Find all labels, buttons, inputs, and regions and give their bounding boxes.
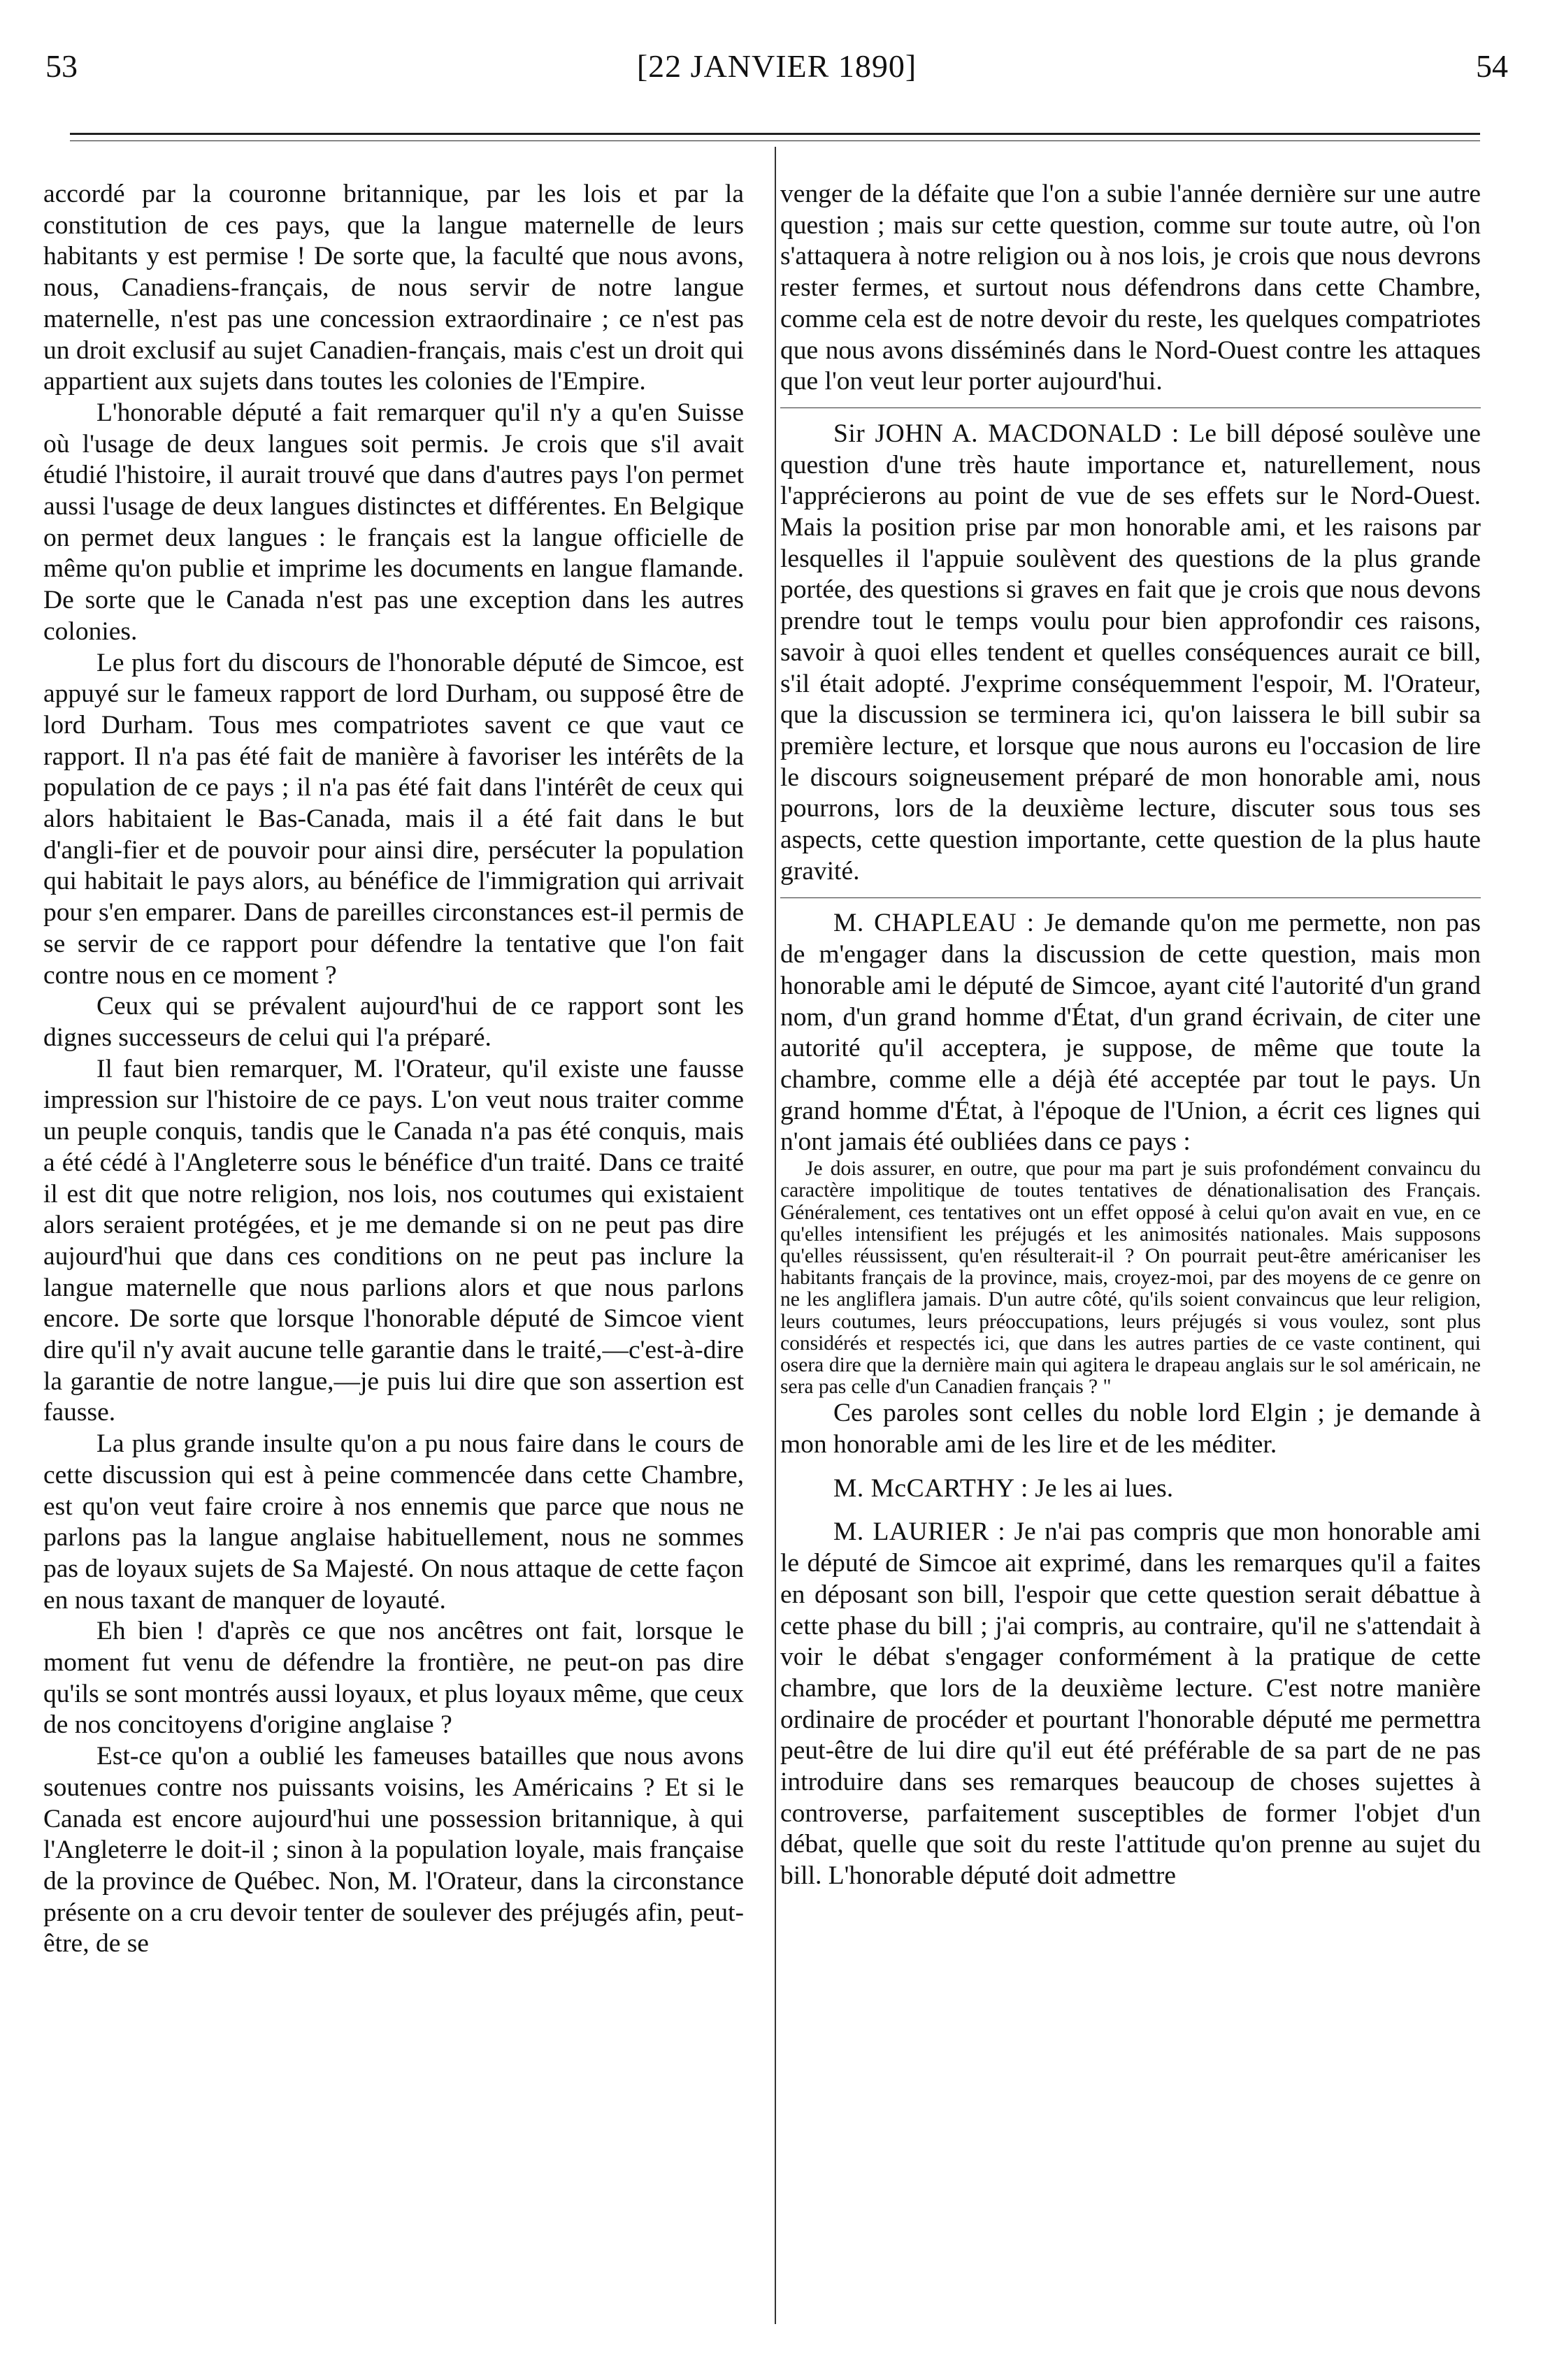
speaker-name: Sir JOHN A. MACDONALD : (833, 419, 1179, 448)
page-number-left: 53 (45, 48, 78, 84)
page-number-right: 54 (1476, 48, 1508, 84)
paragraph: Ces paroles sont celles du noble lord Elgin ; je demande à mon honorable ami de les lire et de les méditer. (780, 1399, 1481, 1459)
speech-text: Je n'ai pas compris que mon honorable ami le député de Simcoe ait exprimé, dans les remarques qu'il a faites en déposant son bill, l'espoir que cette question serait débattue à cette phase du bill ; j'ai compris, au contraire, qu'il ne s'attendait à voir le débat s'engager conformément à la pratique de cette chambre, que lors de la deuxième lecture. C'est notre manière ordinaire de procéder et pourtant l'honorable député me permettra peut-être de lui dire qu'il eut été préférable de sa part de ne pas introduire dans ses remarques beaucoup de choses sujettes à controverse, parfaitement susceptibles de former l'objet d'un débat, quelle que soit du reste l'attitude qu'on prenne au sujet du bill. L'honorable député doit admettre (780, 1517, 1481, 1891)
speech-laurier (780, 1517, 1481, 1891)
speaker-name: M. McCARTHY : (833, 1473, 1028, 1503)
paragraph: L'honorable député a fait remarquer qu'il n'y a qu'en Suisse où l'usage de deux langues soit permis. Je crois que s'il avait étudié l'histoire, il aurait trouvé que dans d'autres pays l'on permet aussi l'usage de deux langues distinctes et différentes. En Belgique on permet deux langues : le français est la langue officielle de même qu'on publie et imprime les documents en langue flamande. De sorte que le Canada n'est pas une exception dans les autres colonies. (43, 398, 744, 646)
speech-text: Je demande qu'on me permette, non pas de m'engager dans la discussion de cette question, mais mon honorable ami le député de Simcoe, ayant cité l'autorité d'un grand nom, d'un grand homme d'État, d'un grand écrivain, de citer une autorité qu'il acceptera, je suppose, de même que toute la chambre, comme elle a déjà été acceptée par tout le pays. Un grand homme d'État, à l'époque de l'Union, a écrit ces lignes qui n'ont jamais été oubliées dans ce pays : (780, 909, 1481, 1157)
right-column (780, 179, 1481, 1892)
speech-text: Le bill déposé soulève une question d'une très haute importance et, naturellement, nous l'apprécierons au point de vue de ses effets sur le Nord-Ouest. Mais la position prise par mon honorable ami, et les raisons par lesquelles il l'appuie soulèvent des questions de la plus grande portée, des questions si graves en fait que je crois que nous devons prendre tout le temps voulu pour bien approfondir ces raisons, savoir à quoi elles tendent et quelles conséquences aurait ce bill, s'il était adopté. J'exprime conséquemment l'espoir, M. l'Orateur, que la discussion se terminera ici, qu'on laissera le bill subir sa première lecture, et lorsque que nous aurons eu l'occasion de lire le discours soigneusement préparé de mon honorable ami, nous pourrons, lors de la deuxième lecture, discuter sous tous ses aspects, cette question importante, cette question de la plus haute gravité. (780, 419, 1481, 886)
block-quote: Je dois assurer, en outre, que pour ma part je suis profondément convaincu du caractère impolitique de toutes tentatives de dénationalisation des Français. Généralement, ces tentatives ont un effet opposé à celui qu'on avait en vue, en ce qu'elles intensifient les préjugés et les animosités nationales. Mais supposons qu'elles réussissent, qu'en résulterait-il ? On pourrait peut-être américaniser les habitants français de la province, mais, croyez-moi, par des moyens de ce genre on ne les angliflera jamais. D'un autre côté, qu'ils soient convaincus que leur religion, leurs coutumes, leurs préoccupations, leurs préjugés si vous voulez, sont plus considérés et respectés ici, que dans les autres parties de ce vaste continent, qui osera dire que la dernière main qui agitera le drapeau anglais sur le sol américain, ne sera pas celle d'un Canadien français ? " (780, 1157, 1481, 1399)
paragraph: accordé par la couronne britannique, par les lois et par la constitution de ces pays, que la langue maternelle de leurs habitants y est permise ! De sorte que, la faculté que nous avons, nous, Canadiens-français, de nous servir de notre langue maternelle, n'est pas une concession extraordinaire ; ce n'est pas un droit exclusif au sujet Canadien-français, mais c'est un droit qui appartient aux sujets dans toutes les colonies de l'Empire. (43, 180, 744, 396)
speech-mccarthy (780, 1473, 1481, 1505)
left-column (43, 179, 744, 1960)
paragraph: Ceux qui se prévalent aujourd'hui de ce rapport sont les dignes successeurs de celui qui l'a préparé. (43, 992, 744, 1052)
speaker-name: M. LAURIER : (833, 1517, 1006, 1547)
page-header (45, 48, 1508, 96)
paragraph: Eh bien ! d'après ce que nos ancêtres ont fait, lorsque le moment fut venu de défendre la frontière, ne peut-on pas dire qu'ils se sont montrés aussi loyaux, et plus loyaux même, que ceux de nos concitoyens d'origine anglaise ? (43, 1617, 744, 1740)
speech-chapleau (780, 908, 1481, 1158)
page-date: [22 JANVIER 1890] (636, 48, 917, 84)
column-divider (775, 147, 776, 2324)
header-rule-thick (70, 133, 1480, 135)
paragraph: Est-ce qu'on a oublié les fameuses batailles que nous avons soutenues contre nos puissants voisins, les Américains ? Et si le Canada est encore aujourd'hui une possession britannique, à qui l'Angleterre le doit-il ; sinon à la population loyale, mais française de la province de Québec. Non, M. l'Orateur, dans la circonstance présente on a cru devoir tenter de soulever des préjugés afin, peut-être, de se (43, 1742, 744, 1959)
speech-separator (780, 887, 1481, 908)
paragraph: Il faut bien remarquer, M. l'Orateur, qu'il existe une fausse impression sur l'histoire de ce pays. L'on veut nous traiter comme un peuple conquis, tandis que le Canada n'a pas été conquis, mais a été cédé à l'Angleterre sous le bénéfice d'un traité. Dans ce traité il est dit que notre religion, nos lois, nos coutumes qui existaient alors seraient protégées, et je me demande si on ne peut pas dire aujourd'hui que dans ces conditions on ne peut pas inclure la langue maternelle que nous parlions alors et que nous parlons encore. De sorte que lorsque l'honorable député de Simcoe vient dire qu'il n'y avait aucune telle garantie dans le traité,—c'est-à-dire la garantie de notre langue,—je puis lui dire que son assertion est fausse. (43, 1054, 744, 1427)
paragraph: Le plus fort du discours de l'honorable député de Simcoe, est appuyé sur le fameux rapport de lord Durham, ou supposé être de lord Durham. Tous mes compatriotes savent ce que vaut ce rapport. Il n'a pas été fait de manière à favoriser les intérêts de la population de ce pays ; il n'a pas été fait dans l'intérêt de ceux qui alors habitaient le Bas-Canada, mais il a été fait dans le but d'angli-fier et de pouvoir pour ainsi dire, persécuter la population qui habitait le pays alors, au bénéfice de l'immigration qui arrivait pour s'en emparer. Dans de pareilles circonstances est-il permis de se servir de ce rapport pour défendre la tentative que l'on fait contre nous en ce moment ? (43, 648, 744, 990)
speech-macdonald (780, 419, 1481, 888)
paragraph: La plus grande insulte qu'on a pu nous faire dans le cours de cette discussion qui est à peine commencée dans cette Chambre, est qu'on veut faire croire à nos ennemis que parce que nous ne parlons pas la langue anglaise habituellement, nous ne sommes pas de loyaux sujets de Sa Majesté. On nous attaque de cette façon en nous taxant de manquer de loyauté. (43, 1429, 744, 1615)
paragraph: venger de la défaite que l'on a subie l'année dernière sur une autre question ; mais sur cette question, comme sur toute autre, où l'on s'attaquera à notre religion ou à nos lois, je crois que nous devrons rester fermes, et surtout nous défendrons dans cette Chambre, comme cela est de notre devoir du reste, les quelques compatriotes que nous avons disséminés dans le Nord-Ouest contre les attaques que l'on veut leur porter aujourd'hui. (780, 180, 1481, 396)
speaker-name: M. CHAPLEAU : (833, 909, 1035, 938)
header-rule-thin (70, 140, 1480, 141)
speech-separator (780, 398, 1481, 419)
speech-text: Je les ai lues. (1028, 1473, 1174, 1503)
